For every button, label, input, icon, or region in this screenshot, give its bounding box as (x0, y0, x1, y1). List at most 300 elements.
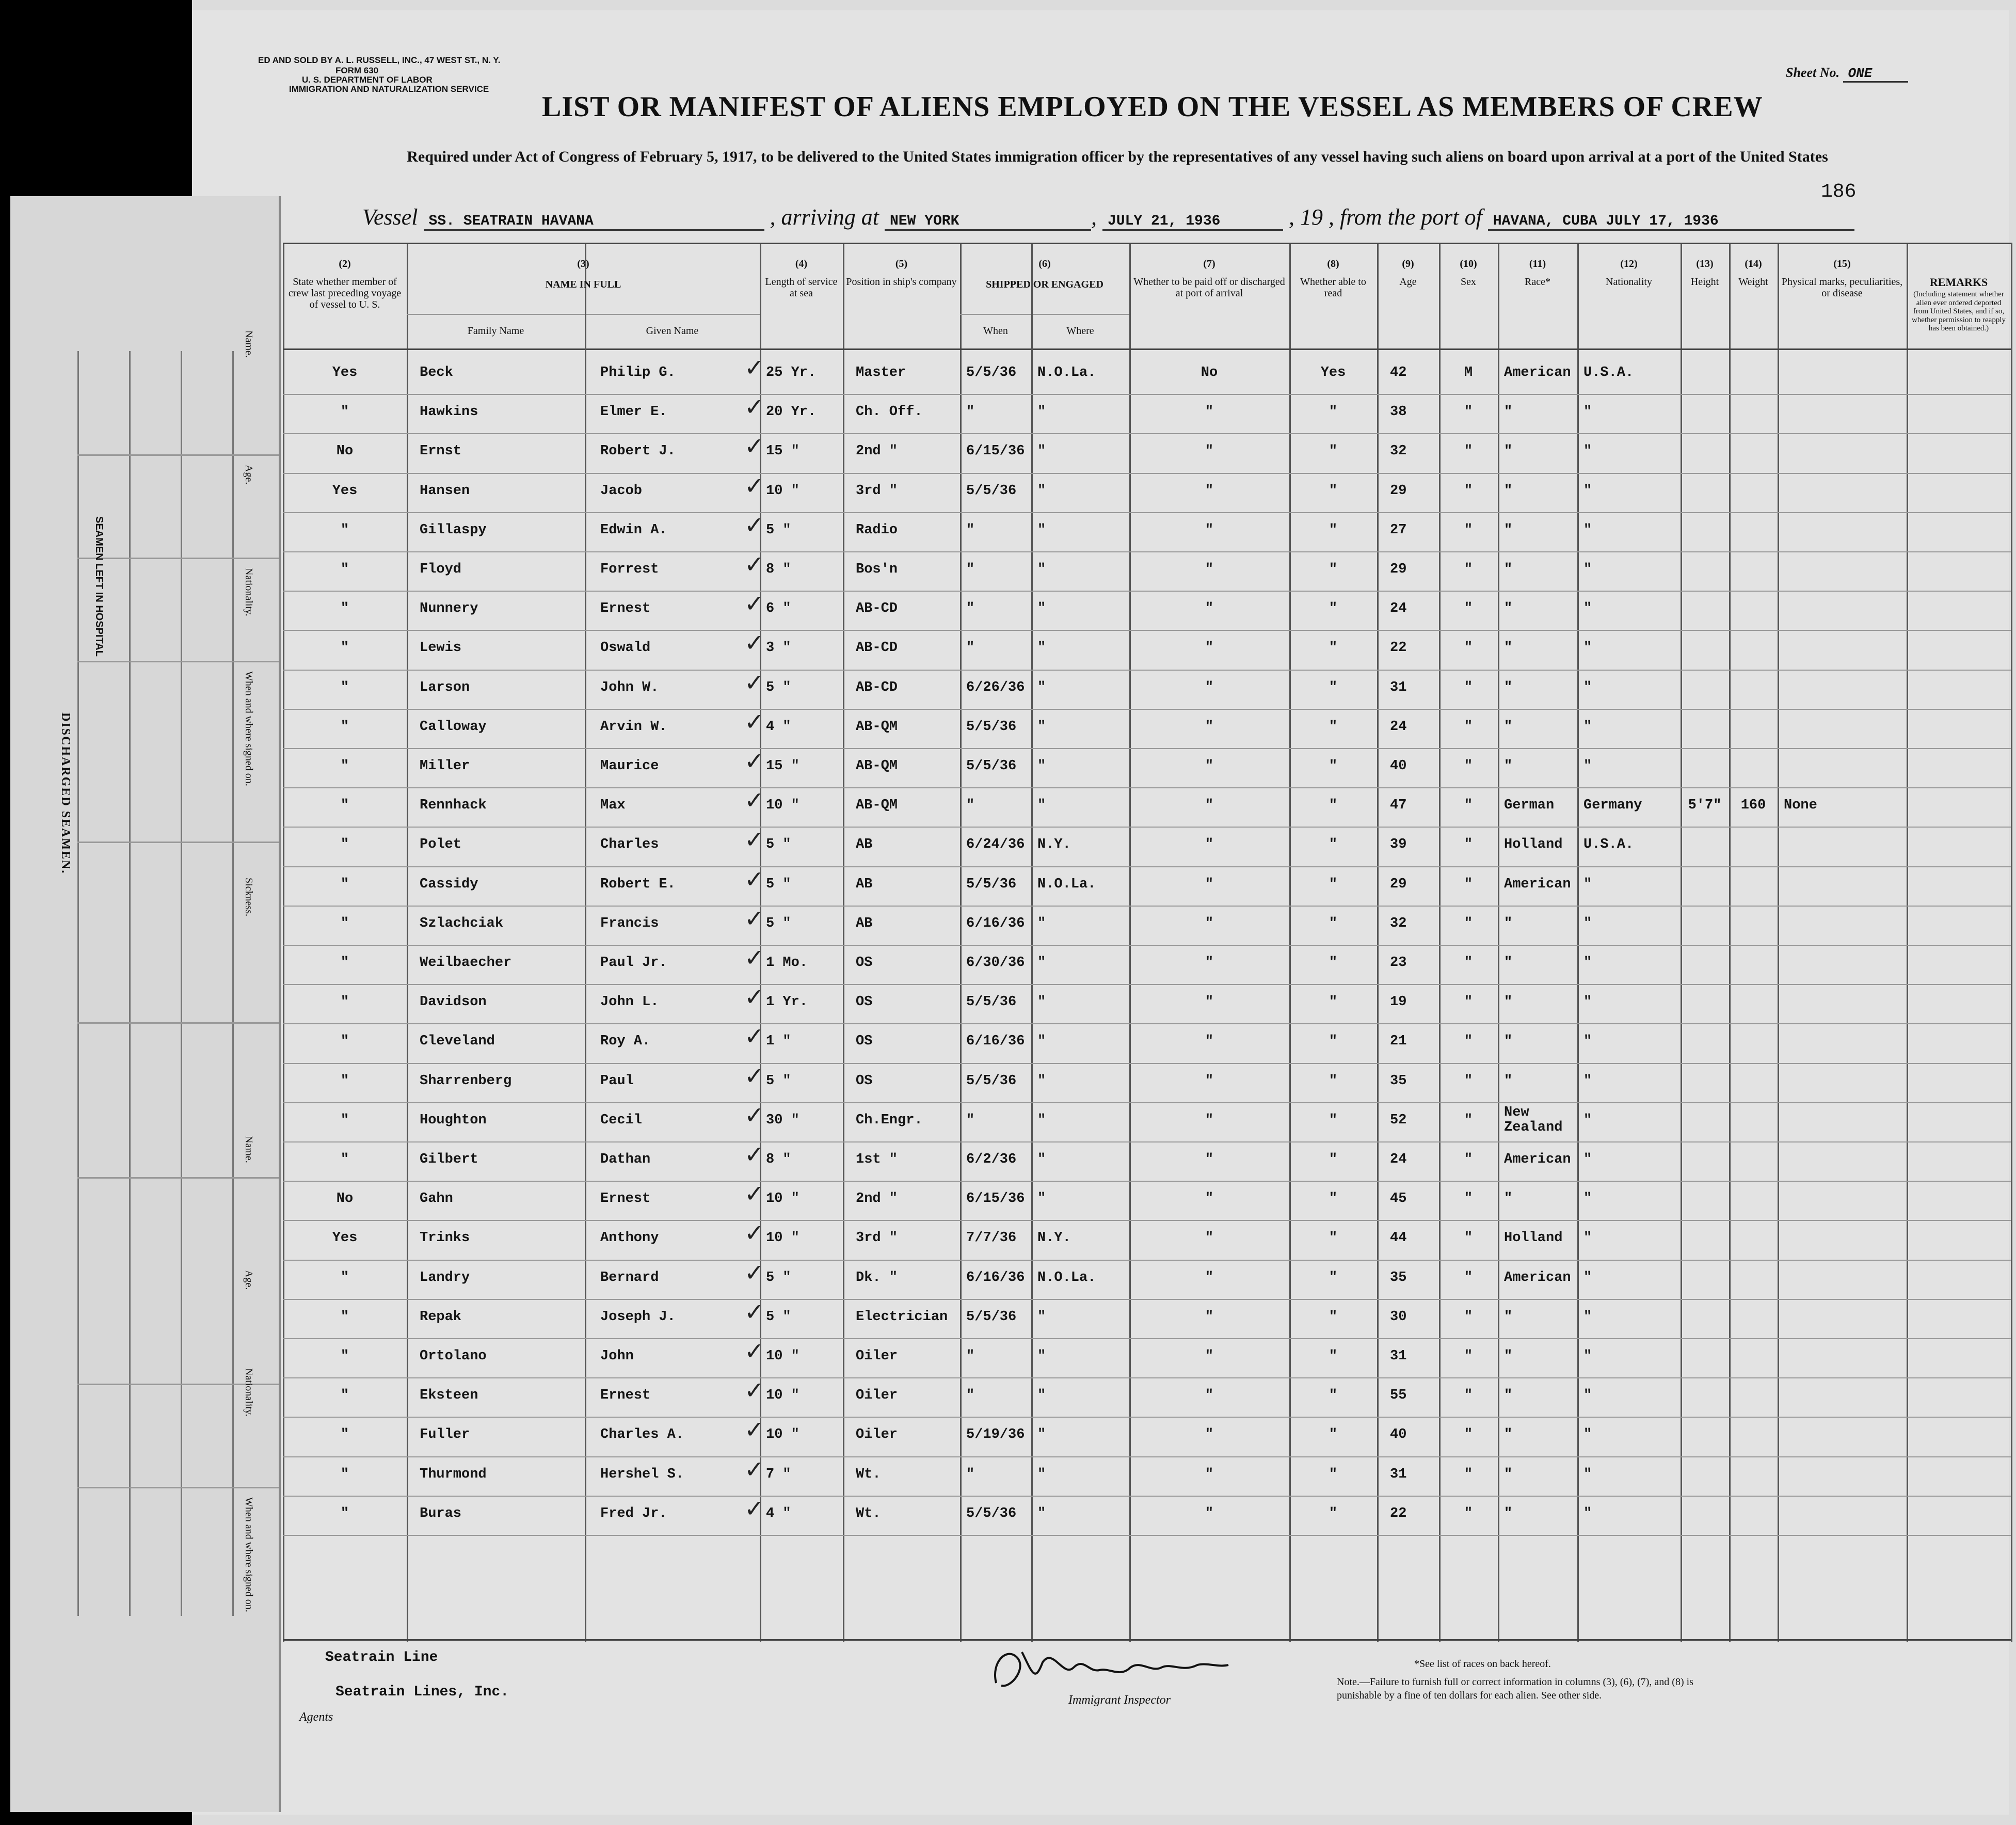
table-cell-read: " (1329, 1034, 1338, 1050)
tally-check-icon: ✓ (744, 1219, 764, 1247)
table-cell-where: " (1037, 1505, 1046, 1521)
column-header: Whether able to read (1300, 276, 1366, 299)
table-cell-prev: " (340, 798, 349, 814)
column-rule (407, 243, 408, 1642)
table-cell-nationality: " (1583, 1348, 1592, 1364)
table-cell-where: " (1037, 1034, 1046, 1050)
table-cell-age: 31 (1390, 679, 1407, 695)
table-cell-service: 5 " (766, 1073, 791, 1089)
table-cell-nationality: " (1583, 522, 1592, 538)
table-cell-nationality: " (1583, 1466, 1592, 1482)
race-footnote: *See list of races on back hereof. (1414, 1658, 1551, 1670)
tally-check-icon: ✓ (744, 354, 764, 382)
table-row-rule (283, 1102, 2011, 1103)
table-cell-prev: " (340, 562, 349, 577)
table-row-rule (283, 473, 2011, 474)
table-cell-family: Cassidy (420, 876, 478, 892)
table-cell-prev: " (340, 1427, 349, 1443)
table-cell-family: Polet (420, 837, 462, 853)
table-cell-age: 32 (1390, 443, 1407, 459)
table-cell-read: " (1329, 562, 1338, 577)
table-cell-service: 6 " (766, 601, 791, 617)
column-number: (7) (1203, 258, 1215, 269)
tally-check-icon: ✓ (744, 590, 764, 618)
table-cell-given: Paul Jr. (600, 955, 667, 971)
table-cell-race: " (1504, 562, 1513, 577)
table-cell-sex: " (1464, 1073, 1473, 1089)
table-cell-read: " (1329, 1427, 1338, 1443)
table-cell-paid: " (1205, 601, 1214, 617)
column-number: (10) (1460, 258, 1477, 269)
table-cell-nationality: " (1583, 1191, 1592, 1207)
table-cell-family: Davidson (420, 994, 487, 1010)
table-cell-prev: " (340, 1466, 349, 1482)
agent-line-1: Seatrain Line (325, 1649, 438, 1665)
table-cell-given: Fred Jr. (600, 1505, 667, 1521)
column-rule (1907, 243, 1908, 1642)
table-cell-where: " (1037, 483, 1046, 499)
table-cell-where: N.O.La. (1037, 365, 1096, 380)
table-cell-position: AB-CD (856, 679, 898, 695)
table-cell-given: Ernest (600, 601, 651, 617)
table-cell-given: Robert J. (600, 443, 676, 459)
table-cell-where: " (1037, 1073, 1046, 1089)
table-cell-service: 5 " (766, 837, 791, 853)
table-cell-sex: " (1464, 640, 1473, 656)
table-cell-prev: Yes (332, 1230, 358, 1246)
table-cell-family: Houghton (420, 1112, 487, 1128)
table-cell-race: American (1504, 1152, 1571, 1167)
table-cell-when: " (966, 562, 975, 577)
table-cell-service: 15 " (766, 758, 799, 774)
table-cell-sex: " (1464, 876, 1473, 892)
column-subheader: Given Name (646, 325, 699, 337)
table-row-rule (283, 1299, 2011, 1300)
tally-check-icon: ✓ (744, 983, 764, 1011)
table-cell-nationality: Germany (1583, 798, 1642, 814)
table-cell-race: Holland (1504, 837, 1563, 853)
table-cell-when: " (966, 1388, 975, 1404)
table-cell-where: " (1037, 443, 1046, 459)
table-cell-when: 5/5/36 (966, 1073, 1017, 1089)
table-cell-age: 44 (1390, 1230, 1407, 1246)
column-number: (13) (1696, 258, 1714, 269)
table-cell-service: 10 " (766, 1191, 799, 1207)
table-cell-given: John (600, 1348, 634, 1364)
tally-check-icon: ✓ (744, 826, 764, 854)
table-row-rule (283, 1496, 2011, 1497)
table-cell-sex: " (1464, 1388, 1473, 1404)
table-cell-read: " (1329, 758, 1338, 774)
column-header: Race* (1525, 276, 1550, 288)
table-cell-family: Calloway (420, 719, 487, 735)
table-cell-prev: " (340, 522, 349, 538)
table-cell-age: 52 (1390, 1112, 1407, 1128)
table-row-rule (283, 1456, 2011, 1457)
table-cell-read: " (1329, 837, 1338, 853)
table-cell-service: 3 " (766, 640, 791, 656)
table-cell-where: N.O.La. (1037, 1269, 1096, 1286)
table-cell-race: " (1504, 994, 1513, 1010)
table-cell-age: 22 (1390, 1505, 1407, 1521)
table-cell-race: " (1504, 1427, 1513, 1443)
sheet-number-field (1786, 65, 1908, 81)
tally-check-icon: ✓ (744, 511, 764, 539)
table-cell-service: 1 Mo. (766, 955, 808, 971)
table-cell-age: 23 (1390, 955, 1407, 971)
column-number: (4) (795, 258, 808, 269)
table-cell-position: AB-QM (856, 758, 898, 774)
table-cell-family: Gilbert (420, 1152, 478, 1167)
table-cell-nationality: " (1583, 1269, 1592, 1286)
table-cell-race: German (1504, 798, 1555, 814)
table-cell-paid: " (1205, 1112, 1214, 1128)
table-cell-paid: " (1205, 1269, 1214, 1286)
column-rule (2011, 243, 2012, 1642)
table-cell-service: 10 " (766, 1348, 799, 1364)
table-cell-sex: " (1464, 719, 1473, 735)
table-cell-given: Francis (600, 915, 659, 931)
column-number: (8) (1327, 258, 1339, 269)
stub-rule (181, 351, 182, 1616)
table-cell-when: 5/5/36 (966, 719, 1017, 735)
table-cell-position: 3rd " (856, 1230, 898, 1246)
table-cell-where: " (1037, 1152, 1046, 1167)
tally-check-icon: ✓ (744, 1297, 764, 1326)
table-cell-paid: " (1205, 1191, 1214, 1207)
table-cell-service: 1 " (766, 1034, 791, 1050)
table-cell-where: " (1037, 1191, 1046, 1207)
table-cell-read: " (1329, 1505, 1338, 1521)
table-cell-service: 8 " (766, 1152, 791, 1167)
tally-check-icon: ✓ (744, 1022, 764, 1051)
tally-check-icon: ✓ (744, 471, 764, 500)
table-cell-sex: " (1464, 601, 1473, 617)
table-cell-family: Floyd (420, 562, 462, 577)
tally-check-icon: ✓ (744, 432, 764, 461)
table-cell-sex: " (1464, 1034, 1473, 1050)
column-rule (585, 243, 586, 1642)
table-cell-prev: " (340, 719, 349, 735)
table-row-rule (283, 787, 2011, 788)
table-cell-sex: " (1464, 955, 1473, 971)
table-cell-position: Master (856, 365, 906, 380)
table-row-rule (283, 866, 2011, 867)
table-cell-nationality: U.S.A. (1583, 365, 1634, 380)
table-cell-prev: " (340, 1505, 349, 1521)
table-bottom-rule (283, 1639, 2011, 1641)
table-cell-nationality: " (1583, 1505, 1592, 1521)
table-cell-sex: " (1464, 522, 1473, 538)
table-cell-family: Repak (420, 1309, 462, 1325)
table-cell-service: 5 " (766, 679, 791, 695)
table-cell-race: " (1504, 483, 1513, 499)
table-cell-prev: Yes (332, 483, 358, 499)
column-rule (960, 243, 962, 1642)
column-header: Physical marks, peculiarities, or disease (1781, 276, 1903, 299)
column-number: (15) (1833, 258, 1851, 269)
remarks-note: (Including statement whether alien ever ordered deported from United States, and if so, whether permission to reapply has been obtained.) (1911, 290, 2006, 332)
year-label: , 19 (1288, 204, 1323, 230)
table-cell-prev: No (336, 443, 354, 459)
table-cell-service: 10 " (766, 483, 799, 499)
page-title: LIST OR MANIFEST OF ALIENS EMPLOYED ON THE VESSEL AS MEMBERS OF CREW (542, 91, 1763, 123)
table-row-rule (283, 394, 2011, 395)
table-cell-given: Charles A. (600, 1427, 684, 1443)
table-cell-prev: " (340, 601, 349, 617)
table-cell-where: " (1037, 719, 1046, 735)
table-cell-sex: " (1464, 1112, 1473, 1128)
column-header: Nationality (1606, 276, 1652, 288)
table-cell-when: 6/24/36 (966, 837, 1025, 853)
table-cell-family: Weilbaecher (420, 955, 512, 971)
table-cell-given: Hershel S. (600, 1466, 684, 1482)
table-cell-age: 32 (1390, 915, 1407, 931)
table-cell-given: Roy A. (600, 1034, 651, 1050)
table-cell-paid: " (1205, 798, 1214, 814)
table-cell-age: 55 (1390, 1388, 1407, 1404)
table-cell-nationality: " (1583, 404, 1592, 420)
table-cell-read: " (1329, 601, 1338, 617)
table-cell-sex: " (1464, 1191, 1473, 1207)
table-cell-age: 40 (1390, 1427, 1407, 1443)
table-cell-nationality: " (1583, 1427, 1592, 1443)
tally-check-icon: ✓ (744, 865, 764, 893)
header-subrule (407, 314, 760, 315)
table-cell-paid: " (1205, 1466, 1214, 1482)
table-cell-family: Sharrenberg (420, 1073, 512, 1089)
table-cell-given: Oswald (600, 640, 651, 656)
column-header: Whether to be paid off or discharged at port of arrival (1133, 276, 1285, 299)
table-cell-sex: " (1464, 404, 1473, 420)
tally-check-icon: ✓ (744, 629, 764, 657)
table-cell-position: AB-QM (856, 719, 898, 735)
table-row-rule (283, 1220, 2011, 1221)
table-cell-service: 4 " (766, 1505, 791, 1521)
table-cell-age: 29 (1390, 483, 1407, 499)
table-cell-nationality: " (1583, 1152, 1592, 1167)
table-cell-given: Charles (600, 837, 659, 853)
column-header: Position in ship's company (846, 276, 957, 288)
table-cell-service: 10 " (766, 1388, 799, 1404)
table-cell-nationality: " (1583, 915, 1592, 931)
table-cell-family: Szlachciak (420, 915, 504, 931)
table-cell-service: 10 " (766, 1230, 799, 1246)
table-cell-height: 5'7" (1688, 798, 1722, 814)
table-cell-prev: " (340, 758, 349, 774)
table-cell-age: 42 (1390, 365, 1407, 380)
table-cell-race: " (1504, 1309, 1513, 1325)
table-cell-service: 5 " (766, 876, 791, 892)
column-subheader: Family Name (467, 325, 524, 337)
table-cell-paid: " (1205, 955, 1214, 971)
table-row-rule (283, 512, 2011, 513)
stub-rule (77, 1177, 279, 1179)
table-cell-family: Trinks (420, 1230, 470, 1246)
table-cell-age: 19 (1390, 994, 1407, 1010)
table-cell-read: " (1329, 1348, 1338, 1364)
table-cell-age: 35 (1390, 1269, 1407, 1286)
table-cell-paid: " (1205, 837, 1214, 853)
table-cell-read: " (1329, 404, 1338, 420)
table-cell-race: Holland (1504, 1230, 1563, 1246)
table-cell-sex: " (1464, 1152, 1473, 1167)
discharged-seamen-stub (10, 196, 281, 1812)
table-cell-service: 15 " (766, 443, 799, 459)
tally-check-icon: ✓ (744, 707, 764, 736)
column-header: State whether member of crew last preceding voyage of vessel to U. S. (288, 276, 402, 310)
inspector-label: Immigrant Inspector (1068, 1693, 1171, 1707)
table-cell-paid: " (1205, 522, 1214, 538)
table-cell-read: " (1329, 640, 1338, 656)
table-cell-where: " (1037, 758, 1046, 774)
table-cell-read: " (1329, 679, 1338, 695)
service-line: IMMIGRATION AND NATURALIZATION SERVICE (289, 84, 489, 94)
table-cell-prev: " (340, 1034, 349, 1050)
vessel-label: Vessel (362, 204, 418, 230)
table-cell-race: " (1504, 1388, 1513, 1404)
table-cell-where: N.O.La. (1037, 876, 1096, 892)
table-cell-position: AB (856, 915, 873, 931)
inspector-signature (986, 1642, 1234, 1699)
table-cell-given: Ernest (600, 1388, 651, 1404)
table-cell-given: Dathan (600, 1152, 651, 1167)
table-row-rule (283, 1181, 2011, 1182)
table-cell-sex: " (1464, 562, 1473, 577)
table-cell-prev: " (340, 955, 349, 971)
stub-label-sickness: Sickness. (243, 878, 254, 916)
table-cell-given: Anthony (600, 1230, 659, 1246)
table-cell-position: OS (856, 1073, 873, 1089)
table-cell-when: " (966, 601, 975, 617)
table-cell-service: 20 Yr. (766, 404, 817, 420)
table-cell-service: 10 " (766, 798, 799, 814)
table-row-rule (283, 1141, 2011, 1142)
table-row-rule (283, 1417, 2011, 1418)
table-cell-position: Radio (856, 522, 898, 538)
table-row-rule (283, 1063, 2011, 1064)
table-cell-weight: 160 (1740, 798, 1766, 814)
table-cell-given: Edwin A. (600, 522, 667, 538)
table-cell-read: " (1329, 1230, 1338, 1246)
table-cell-when: " (966, 1348, 975, 1364)
table-cell-prev: " (340, 1073, 349, 1089)
column-header: Sex (1461, 276, 1476, 288)
table-cell-position: 3rd " (856, 483, 898, 499)
column-subheader: When (983, 325, 1008, 337)
table-row-rule (283, 709, 2011, 710)
table-cell-service: 4 " (766, 719, 791, 735)
stub-label-signed-on: When and where signed on. (243, 1497, 254, 1612)
table-cell-sex: " (1464, 443, 1473, 459)
agent-line-2: Seatrain Lines, Inc. (335, 1684, 509, 1700)
table-cell-family: Fuller (420, 1427, 470, 1443)
table-cell-prev: Yes (332, 365, 358, 380)
column-number: (5) (895, 258, 908, 269)
table-cell-position: Ch. Off. (856, 404, 923, 420)
table-cell-service: 10 " (766, 1427, 799, 1443)
table-cell-position: OS (856, 1034, 873, 1050)
table-cell-position: Bos'n (856, 562, 898, 577)
table-cell-position: AB-CD (856, 640, 898, 656)
table-cell-read: " (1329, 915, 1338, 931)
table-cell-age: 38 (1390, 404, 1407, 420)
table-cell-where: " (1037, 1309, 1046, 1325)
table-cell-sex: " (1464, 994, 1473, 1010)
table-cell-nationality: " (1583, 719, 1592, 735)
column-header: SHIPPED OR ENGAGED (986, 279, 1103, 290)
table-cell-race: " (1504, 955, 1513, 971)
table-cell-family: Thurmond (420, 1466, 487, 1482)
table-cell-nationality: " (1583, 994, 1592, 1010)
table-cell-race: " (1504, 1073, 1513, 1089)
table-cell-nationality: " (1583, 562, 1592, 577)
column-subheader: Where (1066, 325, 1094, 337)
stub-label-signed-on: When and where signed on. (243, 671, 254, 786)
table-cell-age: 47 (1390, 798, 1407, 814)
table-cell-position: Electrician (856, 1309, 948, 1325)
table-cell-where: " (1037, 1427, 1046, 1443)
page-stamp-number: 186 (1821, 181, 1857, 203)
table-cell-when: 6/15/36 (966, 1191, 1025, 1207)
table-cell-paid: " (1205, 1034, 1214, 1050)
table-cell-given: Cecil (600, 1112, 643, 1128)
table-cell-position: 1st " (856, 1152, 898, 1167)
column-rule (843, 243, 844, 1642)
stub-label-age: Age. (243, 465, 254, 485)
table-cell-where: " (1037, 955, 1046, 971)
table-row-rule (283, 1377, 2011, 1378)
table-cell-where: " (1037, 522, 1046, 538)
table-cell-prev: " (340, 876, 349, 892)
table-cell-nationality: " (1583, 679, 1592, 695)
table-cell-sex: " (1464, 1269, 1473, 1286)
table-cell-paid: " (1205, 719, 1214, 735)
vessel-line: Vessel SS. SEATRAIN HAVANA , arriving at NEW YORK , JULY 21, 1936 , 19 , from the port of HAVANA, CUBA JULY 17, 1936 (362, 204, 1854, 231)
table-row-rule (283, 984, 2011, 985)
table-cell-when: 5/5/36 (966, 365, 1017, 380)
table-cell-sex: " (1464, 1466, 1473, 1482)
table-cell-sex: " (1464, 679, 1473, 695)
table-cell-race: " (1504, 719, 1513, 735)
table-row-rule (283, 591, 2011, 592)
table-cell-where: " (1037, 798, 1046, 814)
table-cell-paid: " (1205, 640, 1214, 656)
table-cell-service: 5 " (766, 522, 791, 538)
table-cell-race: American (1504, 876, 1571, 892)
table-cell-race: " (1504, 1348, 1513, 1364)
table-cell-paid: " (1205, 1505, 1214, 1521)
table-cell-nationality: " (1583, 1034, 1592, 1050)
column-header: REMARKS (1929, 276, 1988, 289)
table-cell-family: Rennhack (420, 798, 487, 814)
table-cell-marks: None (1784, 798, 1817, 814)
from-port: HAVANA, CUBA JULY 17, 1936 (1488, 213, 1854, 231)
table-cell-paid: " (1205, 1348, 1214, 1364)
column-number: (3) (577, 258, 589, 269)
from-label: , from the port of (1328, 204, 1482, 230)
table-cell-age: 45 (1390, 1191, 1407, 1207)
table-cell-prev: " (340, 1152, 349, 1167)
table-cell-family: Ortolano (420, 1348, 487, 1364)
tally-check-icon: ✓ (744, 786, 764, 815)
table-cell-given: Maurice (600, 758, 659, 774)
table-cell-when: 6/2/36 (966, 1152, 1017, 1167)
agents-label: Agents (299, 1710, 333, 1724)
table-cell-position: 2nd " (856, 1191, 898, 1207)
arriving-port: NEW YORK (885, 213, 1091, 231)
crew-manifest-table (283, 243, 2011, 1642)
